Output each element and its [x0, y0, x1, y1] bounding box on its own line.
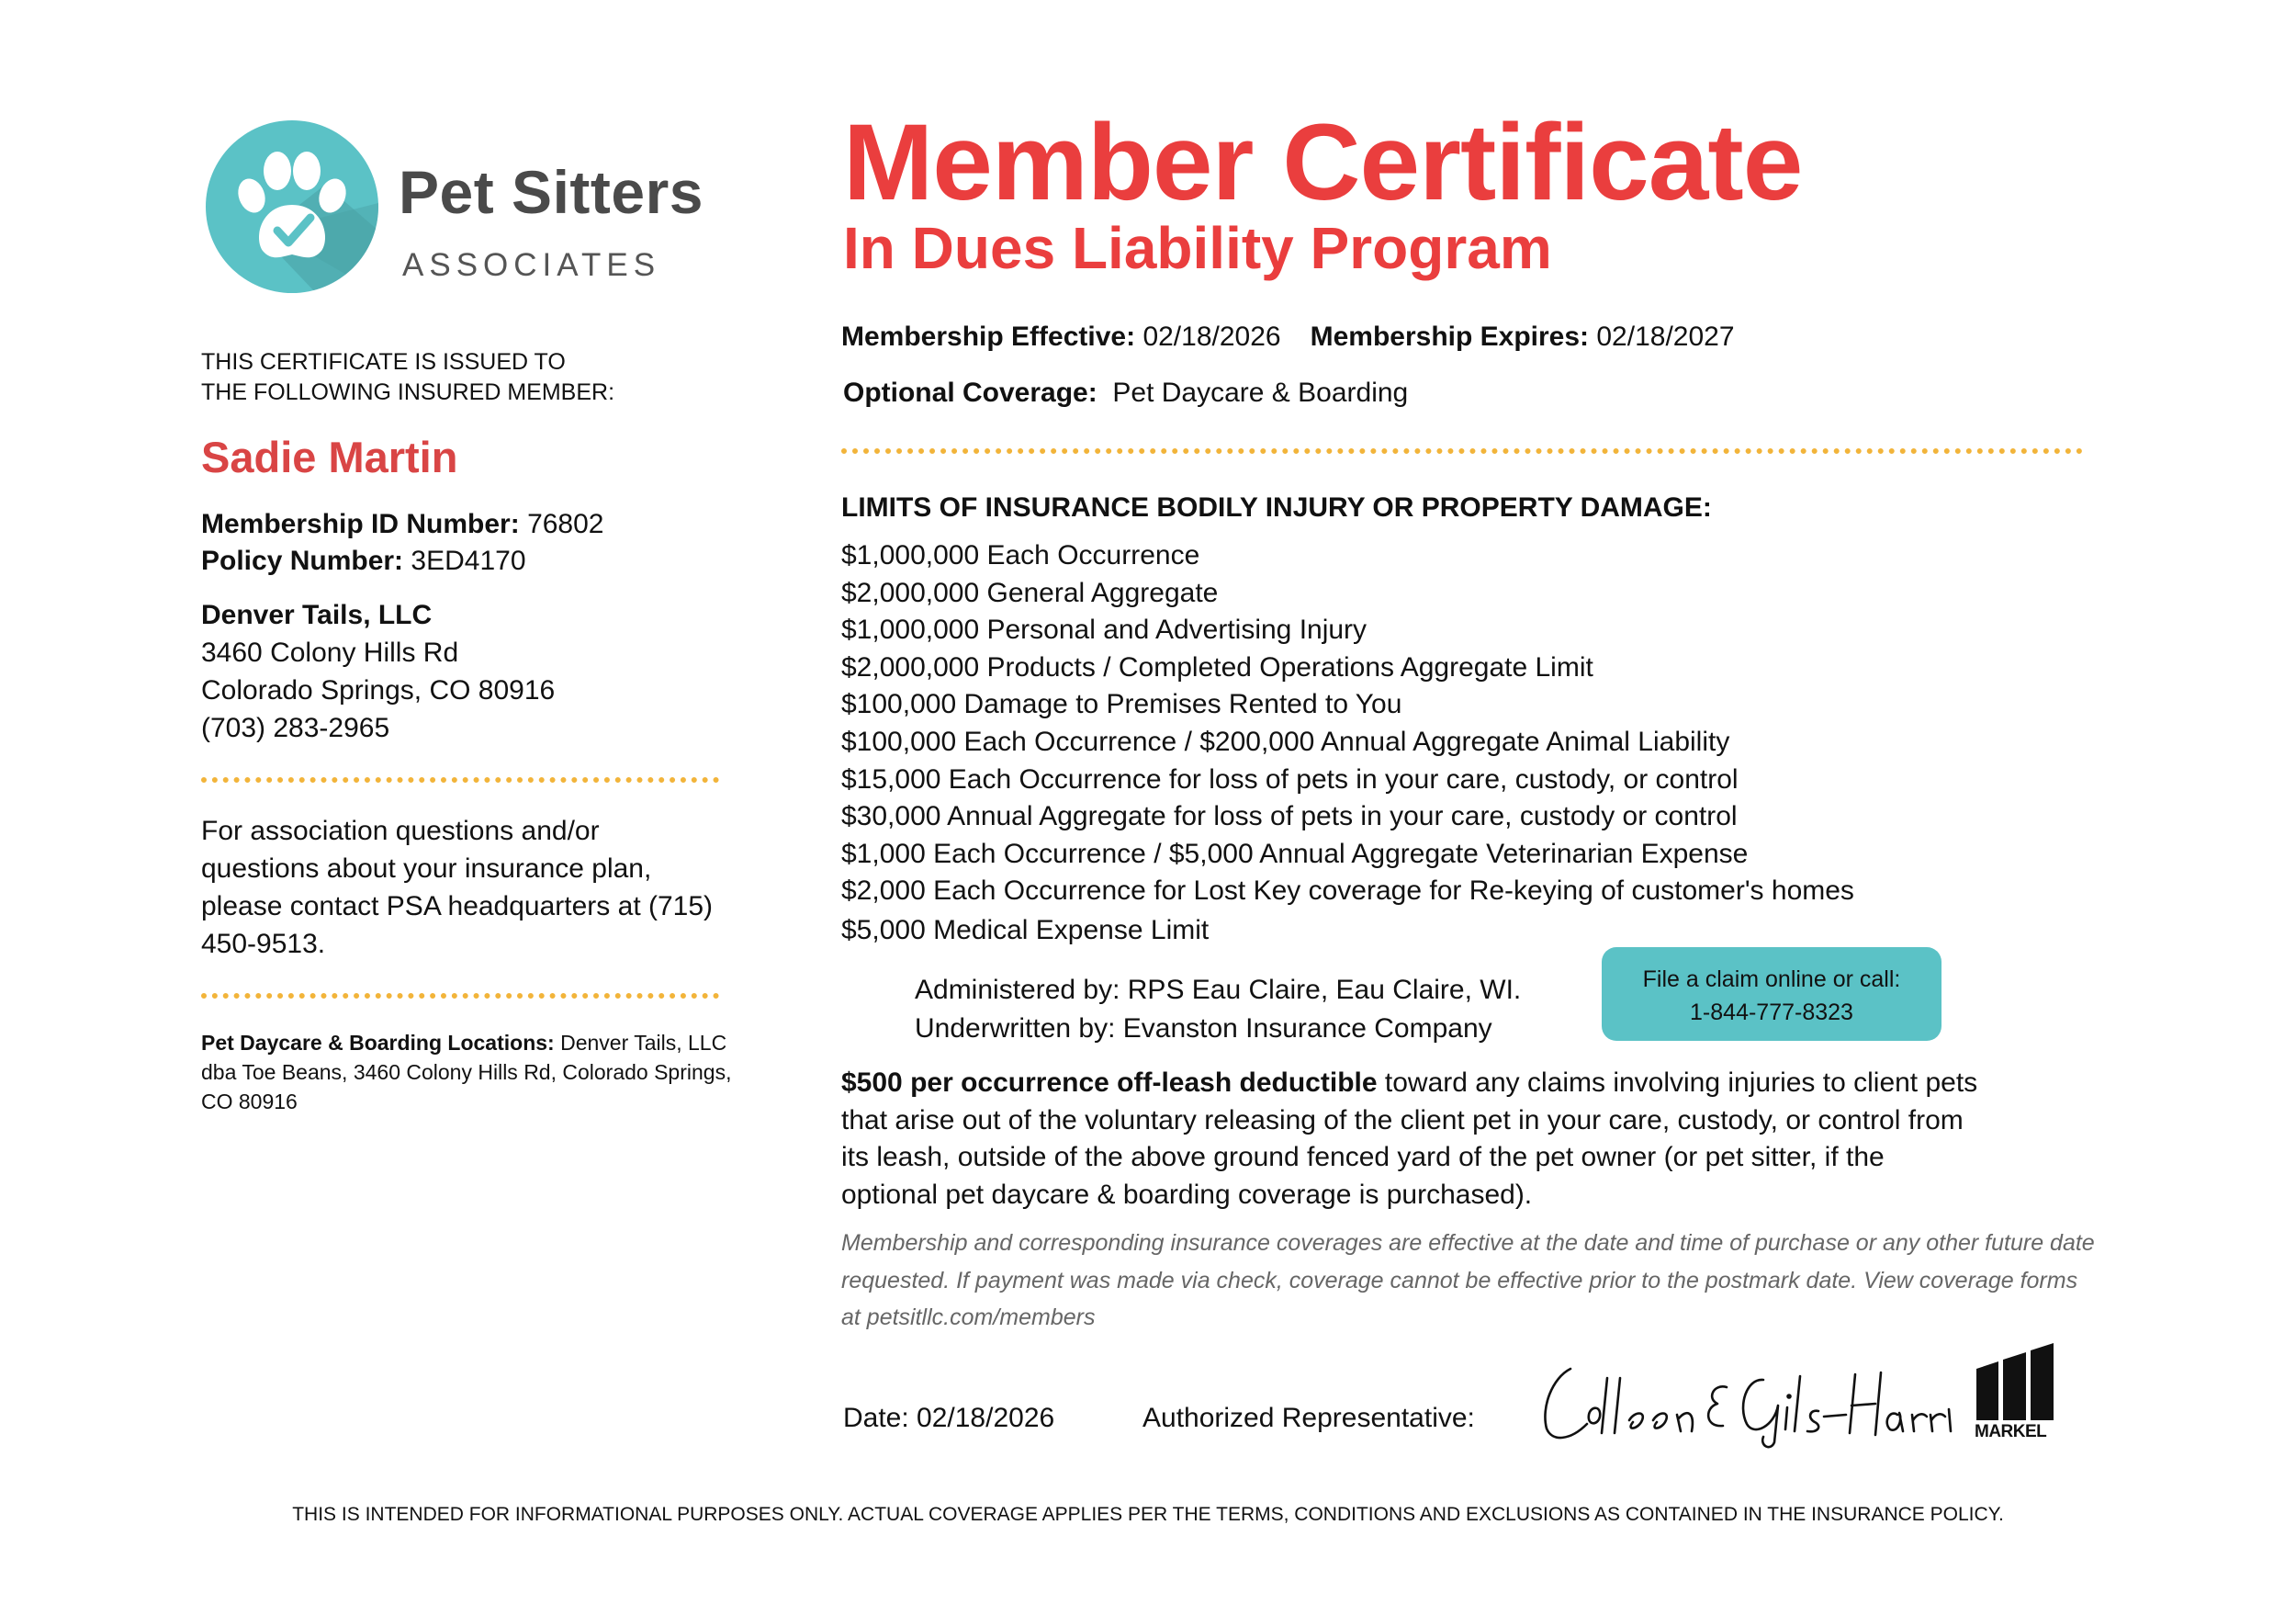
- dotted-divider: [841, 448, 2083, 454]
- limit-item: $100,000 Damage to Premises Rented to You: [841, 689, 1402, 720]
- issued-to-note: THIS CERTIFICATE IS ISSUED TO THE FOLLOWING INSURED MEMBER:: [201, 349, 615, 405]
- coverage-disclaimer: Membership and corresponding insurance coverages are effective at the date and time of purchase or any other future date requested. If payment was made via check, coverage cannot be effective prior to the postmark date. View coverage forms at petsitllc.com/members: [841, 1230, 2095, 1330]
- dotted-divider: [201, 993, 719, 999]
- limit-item: $30,000 Annual Aggregate for loss of pets in your care, custody or control: [841, 801, 1738, 832]
- markel-wordmark: MARKEL: [1975, 1422, 2047, 1441]
- business-phone: (703) 283-2965: [201, 713, 390, 743]
- limit-item: $100,000 Each Occurrence / $200,000 Annual Aggregate Animal Liability: [841, 726, 1730, 757]
- authorized-representative-label: Authorized Representative:: [1142, 1403, 1475, 1433]
- dotted-divider: [201, 777, 719, 783]
- limit-item: $1,000,000 Each Occurrence: [841, 540, 1200, 570]
- certificate-title: Member Certificate: [843, 102, 1803, 223]
- policy-number-value: 3ED4170: [411, 546, 526, 576]
- administrator-info: [915, 971, 1521, 1048]
- issue-date: Date: 02/18/2026: [843, 1403, 1055, 1433]
- limit-item: $1,000,000 Personal and Advertising Injury: [841, 615, 1367, 646]
- member-name: Sadie Martin: [201, 433, 458, 481]
- limit-item: $5,000 Medical Expense Limit: [841, 914, 1210, 945]
- deductible-note: $500 per occurrence off-leash deductible toward any claims involving injuries to client pets that arise out of the voluntary releasing of the client pet in your care, custody, or control from its leash, outside of the above ground fenced yard of the pet owner (or pet sitter, if the optional pet daycare & boarding coverage is purchased).: [841, 1067, 1978, 1210]
- certificate-subtitle: In Dues Liability Program: [843, 215, 1552, 281]
- limits-list: [841, 537, 1854, 950]
- logo-subtitle: ASSOCIATES: [402, 247, 661, 283]
- claim-phone-link[interactable]: 1-844-777-8323: [1690, 999, 1853, 1025]
- membership-id-row: Membership ID Number: 76802: [201, 509, 604, 539]
- file-claim-label: File a claim online or call:: [1642, 966, 1901, 992]
- limit-item: $1,000 Each Occurrence / $5,000 Annual Aggregate Veterinarian Expense: [841, 838, 1749, 869]
- membership-dates: Membership Effective: 02/18/2026 Membership Expires: 02/18/2027: [841, 322, 1735, 352]
- address-line-2: Colorado Springs, CO 80916: [201, 675, 556, 706]
- optional-coverage: Optional Coverage: Pet Daycare & Boarding: [843, 378, 1409, 408]
- limit-item: $2,000 Each Occurrence for Lost Key coverage for Re-keying of customer's homes: [841, 875, 1854, 907]
- address-line-1: 3460 Colony Hills Rd: [201, 638, 459, 668]
- business-name: Denver Tails, LLC: [201, 600, 433, 630]
- psa-logo: [206, 120, 738, 304]
- policy-number-row: Policy Number: 3ED4170: [201, 546, 526, 576]
- limit-item: $15,000 Each Occurrence for loss of pets in your care, custody, or control: [841, 763, 1739, 795]
- expiration-date: 02/18/2027: [1596, 322, 1735, 352]
- signature-image: [1534, 1350, 1956, 1451]
- file-claim-box[interactable]: [1602, 947, 1941, 1041]
- daycare-locations: Pet Daycare & Boarding Locations: Denver Tails, LLC dba Toe Beans, 3460 Colony Hills Rd, Colorado Springs, CO 80916: [201, 1031, 732, 1113]
- paw-check-icon: [206, 120, 378, 293]
- contact-note: For association questions and/or questions about your insurance plan, please contact PSA headquarters at (715) 450-9513.: [201, 816, 714, 959]
- membership-id-value: 76802: [527, 509, 604, 539]
- underwritten-by: Underwritten by: Evanston Insurance Company: [915, 1013, 1492, 1044]
- administered-by: Administered by: RPS Eau Claire, Eau Claire, WI.: [915, 975, 1522, 1005]
- limit-item: $2,000,000 General Aggregate: [841, 577, 1219, 608]
- member-ids: [201, 506, 604, 580]
- effective-date: 02/18/2026: [1142, 322, 1281, 352]
- logo-name: Pet Sitters: [399, 158, 703, 226]
- limits-heading: LIMITS OF INSURANCE BODILY INJURY OR PROPERTY DAMAGE:: [841, 492, 1712, 523]
- limit-item: $2,000,000 Products / Completed Operations Aggregate Limit: [841, 651, 1593, 683]
- footer-disclaimer: THIS IS INTENDED FOR INFORMATIONAL PURPOSES ONLY. ACTUAL COVERAGE APPLIES PER THE TERMS, CONDITIONS AND EXCLUSIONS AS CONTAINED IN THE INSURANCE POLICY.: [292, 1504, 2004, 1525]
- business-address: [201, 596, 555, 747]
- markel-logo: [1975, 1343, 2057, 1444]
